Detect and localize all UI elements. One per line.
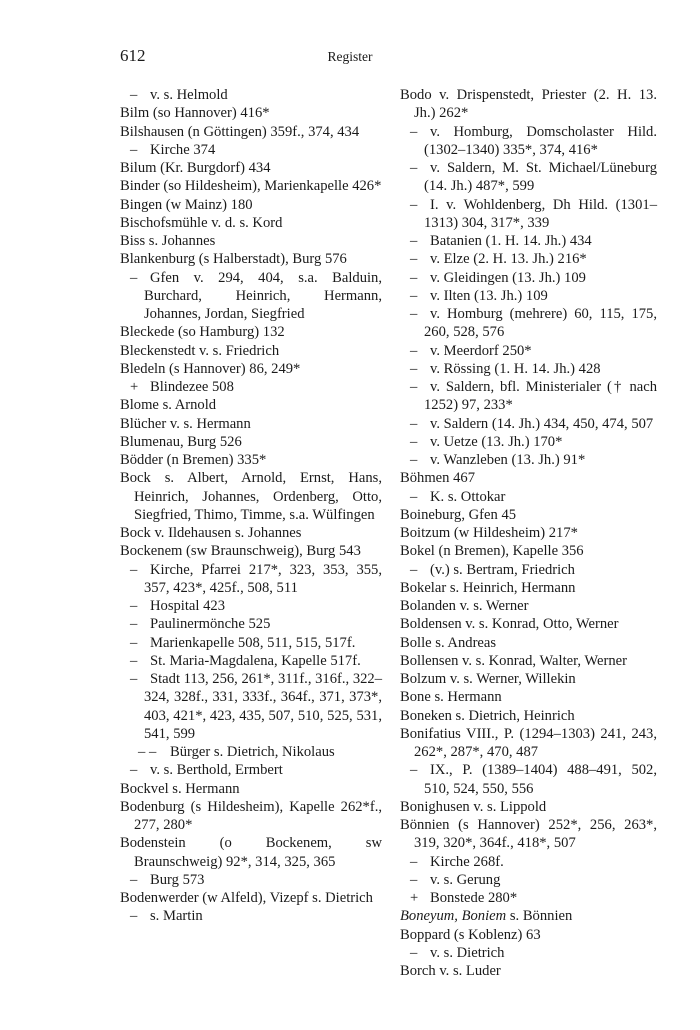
index-entry: – K. s. Ottokar (410, 488, 506, 505)
index-entry: – – Bürger s. Dietrich, Nikolaus (138, 744, 335, 760)
index-entry: – St. Maria-Magdalena, Kapelle 517f. (130, 652, 361, 669)
index-entry: – v. Saldern, M. St. Michael/Lüneburg (14. Jh.) 487*, 599 (410, 160, 657, 195)
index-entry: – v. Meerdorf 250* (410, 342, 532, 359)
index-entry: Bolzum v. s. Werner, Willekin (400, 671, 576, 687)
index-entry: Bingen (w Mainz) 180 (120, 196, 253, 213)
index-entry: – v. Uetze (13. Jh.) 170* (410, 433, 563, 450)
index-entry: Bonifatius VIII., P. (1294–1303) 241, 243, 262*, 287*, 470, 487 (400, 725, 657, 760)
page-number: 612 (120, 46, 146, 65)
index-entry: Bock v. Ildehausen s. Johannes (120, 525, 302, 541)
index-entry: Bleckenstedt v. s. Friedrich (120, 342, 280, 359)
index-entry: Bilum (Kr. Burgdorf) 434 (120, 160, 271, 176)
index-entry: – Kirche, Pfarrei 217*, 323, 353, 355, 357, 423*, 425f., 508, 511 (130, 561, 382, 596)
index-entry: Bilshausen (n Göttingen) 359f., 374, 434 (120, 123, 360, 140)
index-entry: – Paulinermönche 525 (130, 616, 271, 633)
index-entry: – v. Gleidingen (13. Jh.) 109 (410, 269, 586, 286)
index-entry: Bischofsmühle v. d. s. Kord (120, 214, 283, 231)
index-entry: Blücher v. s. Hermann (120, 415, 251, 432)
index-entry: Bodo v. Drispenstedt, Priester (2. H. 13. Jh.) 262* (400, 87, 657, 122)
index-entry: + Blindezee 508 (130, 379, 234, 395)
index-entry: Bolanden v. s. Werner (400, 598, 529, 614)
index-entry: Bockvel s. Hermann (120, 780, 240, 797)
index-entry: Boitzum (w Hildesheim) 217* (400, 525, 578, 541)
index-entry: Bollensen v. s. Konrad, Walter, Werner (400, 652, 627, 669)
index-entry: Bokel (n Bremen), Kapelle 356 (400, 543, 584, 560)
running-head: Register (327, 49, 373, 64)
index-entry: – v. s. Gerung (410, 871, 501, 888)
index-entry: Binder (so Hildesheim), Marienkapelle 426* (120, 178, 382, 195)
index-entry: – v. s. Helmold (130, 87, 228, 103)
index-entry: – Stadt 113, 256, 261*, 311f., 316f., 322–324, 328f., 331, 333f., 364f., 371, 373*, 403, 421*, 423, 435, 507, 510, 525, 531, 541, 599 (130, 671, 383, 742)
index-entry: Boneyum, Boniem s. Bönnien (400, 908, 573, 925)
index-entry: Bokelar s. Heinrich, Hermann (400, 579, 576, 596)
index-entry: – Gfen v. 294, 404, s.a. Balduin, Burchard, Heinrich, Hermann, Johannes, Jordan, Siegfried (130, 269, 382, 322)
index-entry: Bodenstein (o Bockenem, sw Braunschweig) 92*, 314, 325, 365 (120, 835, 382, 870)
index-entry: Boppard (s Koblenz) 63 (400, 926, 541, 943)
index-column-left (120, 86, 382, 926)
index-entry: – Batanien (1. H. 14. Jh.) 434 (410, 233, 592, 249)
index-entry: Blankenburg (s Halberstadt), Burg 576 (120, 251, 347, 268)
index-entry: – v. Homburg (mehrere) 60, 115, 175, 260, 528, 576 (410, 306, 657, 341)
index-entry: Bockenem (sw Braunschweig), Burg 543 (120, 543, 361, 560)
index-entry: Bodenburg (s Hildesheim), Kapelle 262*f., 277, 280* (120, 798, 382, 833)
index-entry: Böhmen 467 (400, 470, 475, 487)
index-entry: – (v.) s. Bertram, Friedrich (410, 561, 575, 578)
index-entry: – v. Wanzleben (13. Jh.) 91* (410, 452, 586, 468)
index-entry: Boldensen v. s. Konrad, Otto, Werner (400, 616, 619, 633)
index-entry: Bödder (n Bremen) 335* (120, 452, 267, 468)
index-entry: + Bonstede 280* (410, 890, 518, 906)
index-entry: Biss s. Johannes (120, 233, 216, 249)
index-entry: – Marienkapelle 508, 511, 515, 517f. (130, 634, 356, 651)
index-entry: – Burg 573 (130, 871, 205, 888)
index-entry: – I. v. Wohldenberg, Dh Hild. (1301–1313) 304, 317*, 339 (410, 196, 657, 231)
index-entry: – s. Martin (130, 908, 203, 925)
index-entry: – v. Saldern, bfl. Ministerialer († nach 1252) 97, 233* (410, 379, 657, 414)
index-entry: Bodenwerder (w Alfeld), Vizepf s. Dietrich (120, 890, 373, 906)
index-entry: – v. Homburg, Domscholaster Hild. (1302–1340) 335*, 374, 416* (410, 123, 657, 158)
index-entry: – v. Elze (2. H. 13. Jh.) 216* (410, 251, 587, 268)
index-entry: Boneken s. Dietrich, Heinrich (400, 707, 575, 724)
index-entry: – v. Rössing (1. H. 14. Jh.) 428 (410, 360, 601, 377)
index-entry: – Kirche 268f. (410, 853, 504, 870)
index-entry: Bock s. Albert, Arnold, Ernst, Hans, Heinrich, Johannes, Ordenberg, Otto, Siegfried, Thimo, Timme, s.a. Wülfingen (120, 470, 382, 523)
index-entry: Bone s. Hermann (400, 689, 502, 706)
index-entry: Borch v. s. Luder (400, 963, 501, 979)
index-entry: – IX., P. (1389–1404) 488–491, 502, 510, 524, 550, 556 (410, 762, 657, 797)
index-entry: – v. Saldern (14. Jh.) 434, 450, 474, 507 (410, 415, 654, 432)
index-entry: – Kirche 374 (130, 141, 216, 158)
index-entry: – v. s. Berthold, Ermbert (130, 762, 283, 779)
index-entry: Boineburg, Gfen 45 (400, 506, 517, 523)
index-entry: – Hospital 423 (130, 598, 225, 614)
index-entry: Bonighusen v. s. Lippold (400, 798, 547, 815)
index-entry: Bleckede (so Hamburg) 132 (120, 324, 285, 341)
index-column-right (400, 86, 657, 980)
index-entry: Bönnien (s Hannover) 252*, 256, 263*, 319, 320*, 364f., 418*, 507 (400, 817, 657, 852)
index-entry: Blumenau, Burg 526 (120, 433, 242, 450)
index-entry: Bilm (so Hannover) 416* (120, 105, 270, 122)
index-entry: Bledeln (s Hannover) 86, 249* (120, 360, 301, 377)
index-entry: Blome s. Arnold (120, 397, 217, 414)
index-entry: – v. s. Dietrich (410, 944, 505, 961)
index-entry: Bolle s. Andreas (400, 634, 497, 651)
index-entry: – v. Ilten (13. Jh.) 109 (410, 287, 548, 304)
